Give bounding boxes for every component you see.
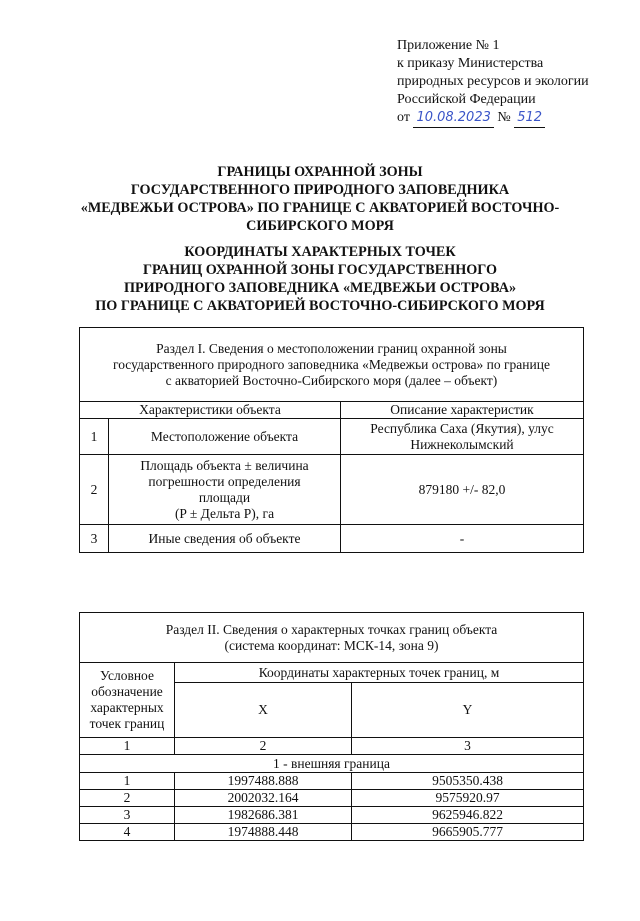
point-y: 9665905.777: [352, 824, 584, 841]
annex-line: Российской Федерации: [397, 92, 536, 107]
handwritten-number: 512: [514, 109, 545, 128]
table-row: [80, 773, 584, 790]
title-line: КООРДИНАТЫ ХАРАКТЕРНЫХ ТОЧЕК: [184, 244, 456, 260]
annex-block: [397, 37, 589, 128]
row-name: Местоположение объекта: [109, 419, 341, 455]
title-line: ГРАНИЦ ОХРАННОЙ ЗОНЫ ГОСУДАРСТВЕННОГО: [143, 262, 497, 278]
annex-line: Приложение № 1: [397, 38, 500, 53]
date-prefix: от: [397, 110, 410, 125]
column-header-coords: Координаты характерных точек границ, м: [175, 663, 584, 683]
point-number: 2: [80, 790, 175, 807]
title-line: ГРАНИЦЫ ОХРАННОЙ ЗОНЫ: [217, 164, 423, 180]
section2-heading: Раздел II. Сведения о характерных точках границ объекта (система координат: МСК-14, зона 9): [80, 613, 584, 663]
section2-table: [79, 612, 584, 841]
point-y: 9625946.822: [352, 807, 584, 824]
section1-heading: Раздел I. Сведения о местоположении границ охранной зоны государственного природного заповедника «Медвежьи острова» по границе с акваторией Восточно-Сибирского моря (далее – объект): [80, 328, 584, 402]
coordinates-title: [40, 243, 600, 315]
number-prefix: №: [497, 110, 511, 125]
column-header: Описание характеристик: [341, 402, 584, 419]
annex-date-line: [397, 109, 589, 128]
table-row: [80, 824, 584, 841]
document-title: [40, 163, 600, 235]
table-row: [80, 455, 584, 525]
table-row: [80, 790, 584, 807]
column-index: 1: [80, 738, 175, 755]
point-number: 4: [80, 824, 175, 841]
title-line: «МЕДВЕЖЬИ ОСТРОВА» ПО ГРАНИЦЕ С АКВАТОРИЕЙ ВОСТОЧНО-: [80, 200, 560, 216]
point-x: 1974888.448: [175, 824, 352, 841]
point-y: 9575920.97: [352, 790, 584, 807]
handwritten-date: 10.08.2023: [413, 109, 493, 128]
group-header: 1 - внешняя граница: [80, 755, 584, 773]
point-number: 1: [80, 773, 175, 790]
row-name: Иные сведения об объекте: [109, 525, 341, 553]
point-number: 3: [80, 807, 175, 824]
point-x: 1982686.381: [175, 807, 352, 824]
title-line: ГОСУДАРСТВЕННОГО ПРИРОДНОГО ЗАПОВЕДНИКА: [130, 182, 510, 198]
row-name: Площадь объекта ± величина погрешности определения площади (P ± Дельта P), га: [109, 455, 341, 525]
table-row: [80, 419, 584, 455]
column-header-point: Условное обозначение характерных точек границ: [80, 663, 175, 738]
column-index: 3: [352, 738, 584, 755]
title-line: ПО ГРАНИЦЕ С АКВАТОРИЕЙ ВОСТОЧНО-СИБИРСКОГО МОРЯ: [95, 298, 545, 314]
title-line: СИБИРСКОГО МОРЯ: [246, 218, 394, 234]
row-value: -: [341, 525, 584, 553]
section1-table: [79, 327, 584, 553]
point-x: 1997488.888: [175, 773, 352, 790]
annex-line: природных ресурсов и экологии: [397, 74, 589, 89]
row-value: 879180 +/- 82,0: [341, 455, 584, 525]
column-header-x: X: [175, 683, 352, 738]
point-x: 2002032.164: [175, 790, 352, 807]
row-number: 3: [80, 525, 109, 553]
title-line: ПРИРОДНОГО ЗАПОВЕДНИКА «МЕДВЕЖЬИ ОСТРОВА»: [123, 280, 517, 296]
row-value: Республика Саха (Якутия), улус Нижнеколымский: [341, 419, 584, 455]
column-header: Характеристики объекта: [80, 402, 341, 419]
table-row: [80, 807, 584, 824]
column-index: 2: [175, 738, 352, 755]
row-number: 1: [80, 419, 109, 455]
annex-line: к приказу Министерства: [397, 56, 544, 71]
point-y: 9505350.438: [352, 773, 584, 790]
table-row: [80, 525, 584, 553]
row-number: 2: [80, 455, 109, 525]
column-header-y: Y: [352, 683, 584, 738]
